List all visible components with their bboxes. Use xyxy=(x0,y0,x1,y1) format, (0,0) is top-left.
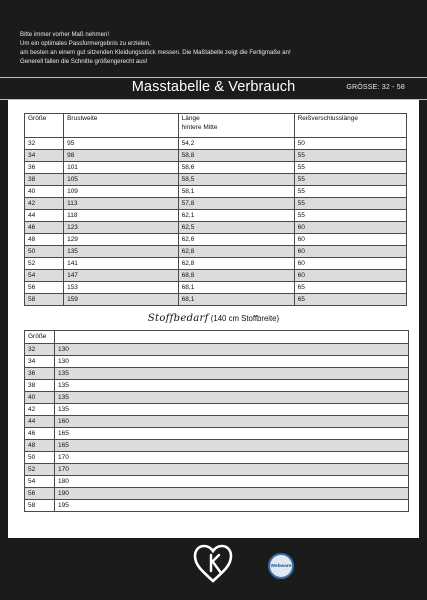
intro-line: Bitte immer vorher Maß nehmen! xyxy=(20,31,110,38)
table-row xyxy=(25,270,407,282)
table-row xyxy=(25,428,409,440)
table-cell: 58,5 xyxy=(178,174,294,186)
table-cell: 98 xyxy=(64,150,179,162)
table-row xyxy=(25,258,407,270)
table-cell: 62,5 xyxy=(178,222,294,234)
table-cell: 48 xyxy=(25,234,64,246)
content-sheet xyxy=(8,100,419,538)
table-cell: 55 xyxy=(294,186,406,198)
table-cell: 58 xyxy=(25,500,55,512)
fabric-title-script: Stoffbedarf xyxy=(147,313,209,324)
table-row xyxy=(25,452,409,464)
table-cell: 129 xyxy=(64,234,179,246)
table-cell: 109 xyxy=(64,186,179,198)
table-row xyxy=(25,246,407,258)
table-row xyxy=(25,440,409,452)
table-cell: 36 xyxy=(25,368,55,380)
fabric-header-size: Größe xyxy=(25,331,55,344)
table-cell: 65 xyxy=(294,282,406,294)
table-row xyxy=(25,500,409,512)
webware-badge xyxy=(268,553,294,579)
table-cell: 46 xyxy=(25,222,64,234)
table-cell: 38 xyxy=(25,174,64,186)
table-row xyxy=(25,464,409,476)
table-cell: 60 xyxy=(294,234,406,246)
table-cell: 113 xyxy=(64,198,179,210)
table-row xyxy=(25,186,407,198)
table-cell: 46 xyxy=(25,428,55,440)
title-bar xyxy=(0,77,427,100)
table-cell: 60 xyxy=(294,246,406,258)
table-cell: 56 xyxy=(25,282,64,294)
table-cell: 54 xyxy=(25,476,55,488)
table-cell: 170 xyxy=(55,464,409,476)
table-cell: 135 xyxy=(55,368,409,380)
table-cell: 159 xyxy=(64,294,179,306)
table-cell: 62,6 xyxy=(178,234,294,246)
header-chest: Brustweite xyxy=(64,114,179,138)
intro-line: Um ein optimales Passformergebnis zu erzielen, xyxy=(20,39,151,47)
table-cell: 52 xyxy=(25,464,55,476)
table-cell: 34 xyxy=(25,356,55,368)
fabric-header-blank xyxy=(55,331,409,344)
table-row xyxy=(25,198,407,210)
table-cell: 68,1 xyxy=(178,294,294,306)
table-cell: 42 xyxy=(25,404,55,416)
table-cell: 60 xyxy=(294,222,406,234)
table-cell: 40 xyxy=(25,186,64,198)
table-row xyxy=(25,222,407,234)
table-row xyxy=(25,368,409,380)
table-cell: 123 xyxy=(64,222,179,234)
table-cell: 62,8 xyxy=(178,258,294,270)
table-cell: 50 xyxy=(25,246,64,258)
table-cell: 141 xyxy=(64,258,179,270)
table-cell: 57,8 xyxy=(178,198,294,210)
table-cell: 50 xyxy=(294,138,406,150)
fabric-table-header xyxy=(25,331,409,344)
header-zipper: Reißverschlusslänge xyxy=(294,114,406,138)
table-cell: 135 xyxy=(55,380,409,392)
table-row xyxy=(25,416,409,428)
table-row xyxy=(25,174,407,186)
table-cell: 165 xyxy=(55,428,409,440)
table-cell: 105 xyxy=(64,174,179,186)
table-cell: 130 xyxy=(55,356,409,368)
table-cell: 180 xyxy=(55,476,409,488)
table-cell: 58,1 xyxy=(178,186,294,198)
table-row xyxy=(25,282,407,294)
table-cell: 55 xyxy=(294,174,406,186)
size-table xyxy=(24,113,407,306)
table-cell: 44 xyxy=(25,416,55,428)
table-cell: 62,1 xyxy=(178,210,294,222)
intro-line: Generell fallen die Schnitte größengerecht aus! xyxy=(20,57,148,65)
table-row xyxy=(25,294,407,306)
table-row xyxy=(25,162,407,174)
table-cell: 42 xyxy=(25,198,64,210)
table-cell: 170 xyxy=(55,452,409,464)
table-cell: 52 xyxy=(25,258,64,270)
table-row xyxy=(25,356,409,368)
table-cell: 54,2 xyxy=(178,138,294,150)
fabric-title-note: (140 cm Stoffbreite) xyxy=(208,314,280,323)
page-title: Masstabelle & Verbrauch xyxy=(131,79,296,95)
table-row xyxy=(25,150,407,162)
heart-k-logo-icon xyxy=(192,541,234,589)
header-length: Länge hintere Mitte xyxy=(178,114,294,138)
table-cell: 32 xyxy=(25,344,55,356)
table-cell: 135 xyxy=(55,404,409,416)
table-cell: 60 xyxy=(294,270,406,282)
table-cell: 65 xyxy=(294,294,406,306)
table-cell: 118 xyxy=(64,210,179,222)
table-row xyxy=(25,138,407,150)
intro-line: am besten an einem gut sitzenden Kleidungsstück messen. Die Maßtabelle zeigt die Fertigmaße an! xyxy=(20,48,291,56)
size-range: GRÖSSE: 32 - 58 xyxy=(346,84,405,91)
table-row xyxy=(25,404,409,416)
table-row xyxy=(25,392,409,404)
webware-label: Webware xyxy=(270,564,292,569)
table-row xyxy=(25,234,407,246)
fabric-table xyxy=(24,330,409,512)
table-row xyxy=(25,344,409,356)
table-cell: 36 xyxy=(25,162,64,174)
table-row xyxy=(25,488,409,500)
table-cell: 135 xyxy=(64,246,179,258)
table-cell: 34 xyxy=(25,150,64,162)
table-cell: 95 xyxy=(64,138,179,150)
size-table-header xyxy=(25,114,407,138)
table-cell: 32 xyxy=(25,138,64,150)
table-cell: 147 xyxy=(64,270,179,282)
table-cell: 55 xyxy=(294,198,406,210)
table-row xyxy=(25,380,409,392)
table-cell: 190 xyxy=(55,488,409,500)
table-cell: 38 xyxy=(25,380,55,392)
table-cell: 130 xyxy=(55,344,409,356)
table-cell: 165 xyxy=(55,440,409,452)
table-cell: 40 xyxy=(25,392,55,404)
table-row xyxy=(25,476,409,488)
table-cell: 50 xyxy=(25,452,55,464)
table-cell: 58,8 xyxy=(178,150,294,162)
table-cell: 54 xyxy=(25,270,64,282)
fabric-title xyxy=(8,313,419,324)
table-cell: 55 xyxy=(294,162,406,174)
table-cell: 160 xyxy=(55,416,409,428)
table-cell: 195 xyxy=(55,500,409,512)
table-cell: 55 xyxy=(294,150,406,162)
table-cell: 62,8 xyxy=(178,246,294,258)
table-cell: 58,6 xyxy=(178,162,294,174)
table-row xyxy=(25,210,407,222)
table-cell: 153 xyxy=(64,282,179,294)
header-size: Größe xyxy=(25,114,64,138)
intro-text xyxy=(20,31,410,67)
table-cell: 68,1 xyxy=(178,282,294,294)
table-cell: 56 xyxy=(25,488,55,500)
table-cell: 55 xyxy=(294,210,406,222)
table-cell: 101 xyxy=(64,162,179,174)
table-cell: 68,8 xyxy=(178,270,294,282)
table-cell: 135 xyxy=(55,392,409,404)
table-cell: 48 xyxy=(25,440,55,452)
table-cell: 58 xyxy=(25,294,64,306)
table-cell: 44 xyxy=(25,210,64,222)
table-cell: 60 xyxy=(294,258,406,270)
